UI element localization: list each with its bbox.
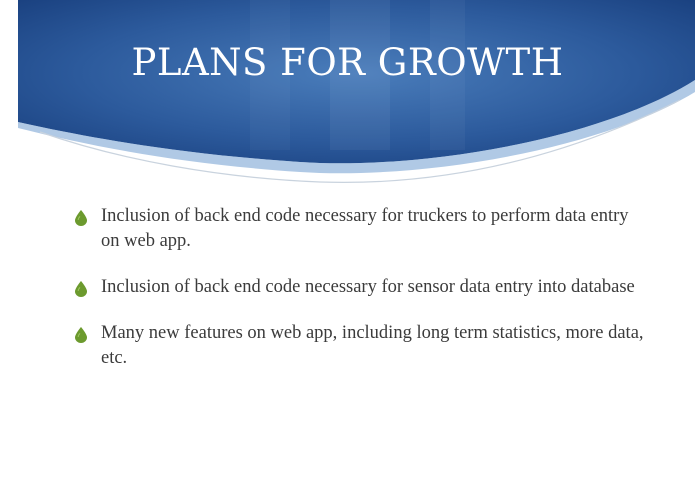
bullet-text: Inclusion of back end code necessary for truckers to perform data entry on web app. [101, 206, 629, 251]
green-drop-icon [75, 210, 87, 226]
bullet-text: Many new features on web app, including long term statistics, more data, etc. [101, 323, 644, 368]
list-item [74, 204, 644, 254]
list-item [74, 275, 644, 300]
bullet-text: Inclusion of back end code necessary for sensor data entry into database [101, 277, 635, 297]
bullet-list [74, 204, 644, 392]
list-item [74, 321, 644, 371]
slide-title: PLANS FOR GROWTH [131, 41, 564, 84]
green-drop-icon [75, 327, 87, 343]
green-drop-icon [75, 281, 87, 297]
header-banner [0, 0, 695, 200]
